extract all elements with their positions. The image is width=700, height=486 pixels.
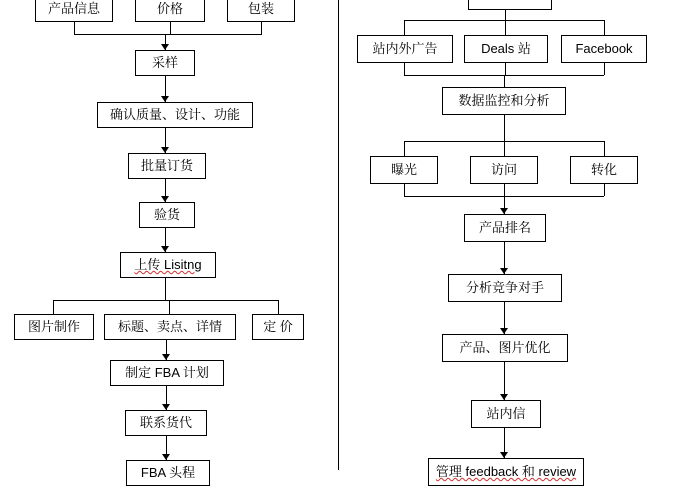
connector [504,141,505,156]
connector [505,10,506,20]
node-product-image-optimization [442,334,568,362]
node-label: 上传 Lisitng [134,256,202,272]
connector [505,63,506,75]
node-confirm-quality [97,102,253,128]
node-label: 数据监控和分析 [458,92,550,108]
node-fba-first-leg [126,460,210,486]
node-label: 批量订货 [140,157,193,173]
node-contact-forwarder [125,410,207,436]
node-manage-feedback-review [428,458,584,486]
node-internal-message [471,400,541,428]
node-image-production [14,314,94,340]
connector [404,63,405,75]
node-right-top [468,0,552,10]
node-packaging [227,0,295,22]
connector [604,141,605,156]
connector [505,20,506,35]
node-impression [370,156,438,184]
node-inspection [139,202,195,228]
connector [404,20,604,21]
node-label: 采样 [151,54,178,70]
node-label: 标题、卖点、详情 [117,318,222,334]
node-label: 管理 feedback 和 review [435,463,577,479]
node-label: FBA 头程 [140,464,196,480]
node-pricing [252,314,304,340]
node-label: 曝光 [390,161,417,177]
node-sampling [135,50,195,76]
node-label: 转化 [590,161,617,177]
connector [169,300,170,314]
node-competitor-analysis [448,274,562,302]
connector [53,300,278,301]
node-label: 定 价 [263,318,293,334]
node-bulk-order [128,153,206,179]
node-product-info [35,0,113,22]
node-label: 确认质量、设计、功能 [109,106,240,122]
node-label: 分析竞争对手 [465,279,544,295]
node-title-selling-points [104,314,236,340]
connector [74,22,75,34]
connector [404,20,405,35]
node-label: 站内信 [486,405,526,421]
node-label: 访问 [490,161,517,177]
node-visits [470,156,538,184]
connector [504,184,505,196]
connector [404,141,405,156]
connector [504,75,505,87]
node-label: 产品、图片优化 [459,339,551,355]
node-label: 站内外广告 [372,40,438,56]
connector [74,34,262,35]
node-fba-plan [110,360,224,386]
connector [170,22,171,34]
connector [604,184,605,196]
node-deals-site [464,35,548,63]
node-product-ranking [464,214,546,242]
node-facebook [561,35,647,63]
node-upload-listing [120,252,216,278]
node-label: 包装 [247,0,274,16]
node-label: 制定 FBA 计划 [125,364,209,380]
node-label: Facebook [575,40,633,56]
node-label: Deals 站 [481,40,531,56]
node-label: 产品排名 [478,219,531,235]
node-label: 联系货代 [139,414,192,430]
node-data-monitoring [442,87,566,115]
connector [261,22,262,34]
connector [53,300,54,314]
node-label: 验货 [153,206,180,222]
connector [278,300,279,314]
node-onsite-offsite-ads [357,35,453,63]
connector [404,184,405,196]
connector [604,20,605,35]
node-conversion [570,156,638,184]
connector [165,278,166,300]
node-label: 价格 [156,0,183,16]
column-divider [338,0,339,470]
connector [604,63,605,75]
connector [504,115,505,141]
node-label: 产品信息 [47,0,100,16]
node-price [135,0,205,22]
node-label: 图片制作 [27,318,80,334]
